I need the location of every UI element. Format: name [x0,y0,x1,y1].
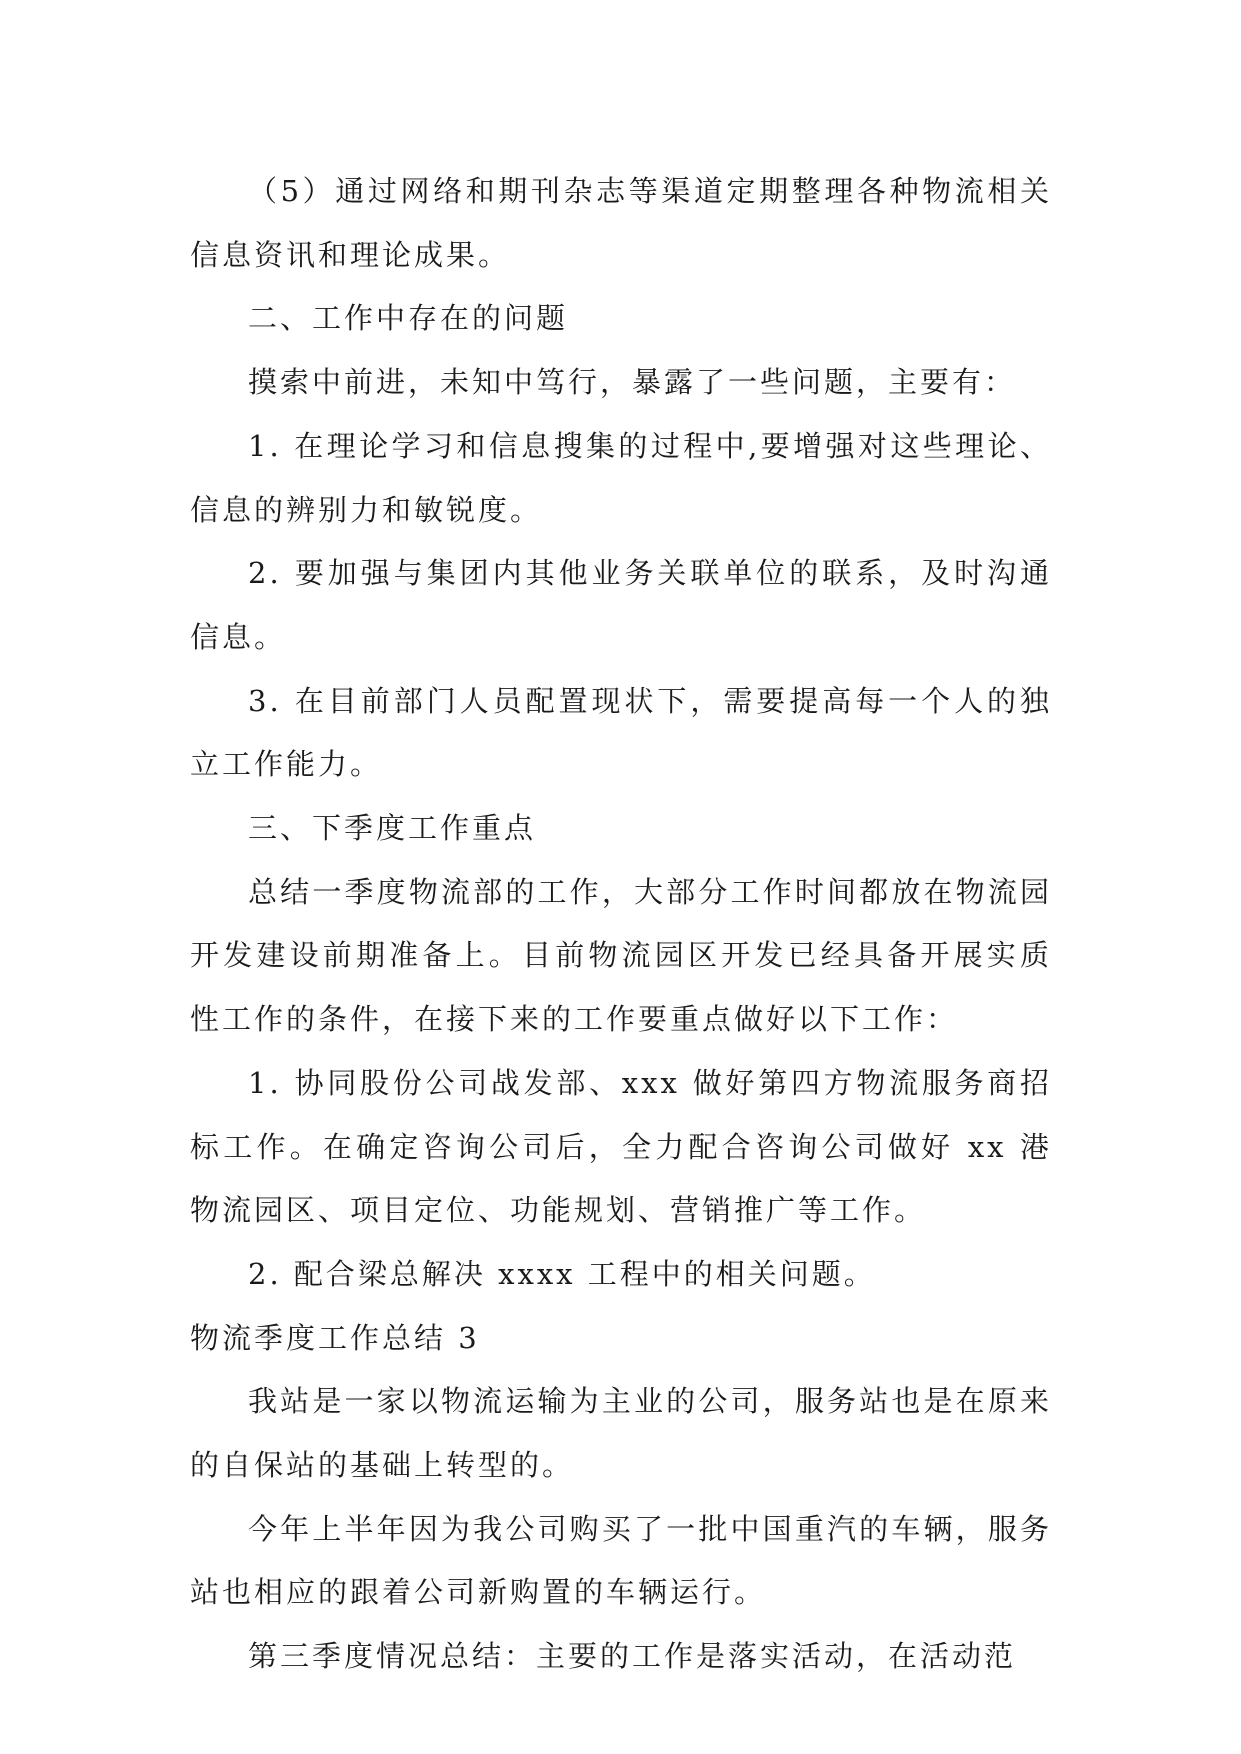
paragraph-q3-summary: 第三季度情况总结：主要的工作是落实活动，在活动范 [248,1639,1017,1674]
section-heading-next-quarter: 三、下季度工作重点 [248,811,537,846]
paragraph-problem-1: 1. 在理论学习和信息搜集的过程中,要增强对这些理论、信息的辨别力和敏锐度。 [190,428,1052,527]
paragraph-problem-3: 3. 在目前部门人员配置现状下，需要提高每一个人的独立工作能力。 [190,683,1052,782]
paragraph-station-intro: 我站是一家以物流运输为主业的公司，服务站也是在原来的自保站的基础上转型的。 [190,1384,1052,1483]
paragraph-vehicle-purchase: 今年上半年因为我公司购买了一批中国重汽的车辆，服务站也相应的跟着公司新购置的车辆运行。 [190,1511,1052,1610]
document-title-3: 物流季度工作总结 3 [190,1320,480,1355]
paragraph-next-quarter-summary: 总结一季度物流部的工作，大部分工作时间都放在物流园开发建设前期准备上。目前物流园区开发已经具备开展实质性工作的条件，在接下来的工作要重点做好以下工作： [190,874,1052,1037]
paragraph-next-quarter-item-1: 1. 协同股份公司战发部、xxx 做好第四方物流服务商招标工作。在确定咨询公司后，全力配合咨询公司做好 xx 港物流园区、项目定位、功能规划、营销推广等工作。 [190,1065,1052,1228]
document-body [190,160,1052,1689]
paragraph-problems-intro: 摸索中前进，未知中笃行，暴露了一些问题，主要有： [248,365,1017,400]
paragraph-problem-2: 2. 要加强与集团内其他业务关联单位的联系，及时沟通信息。 [190,556,1052,654]
paragraph-next-quarter-item-2: 2. 配合梁总解决 xxxx 工程中的相关问题。 [248,1256,876,1291]
section-heading-problems: 二、工作中存在的问题 [248,301,569,336]
paragraph-resource-collection: （5）通过网络和期刊杂志等渠道定期整理各种物流相关信息资讯和理论成果。 [190,174,1052,272]
